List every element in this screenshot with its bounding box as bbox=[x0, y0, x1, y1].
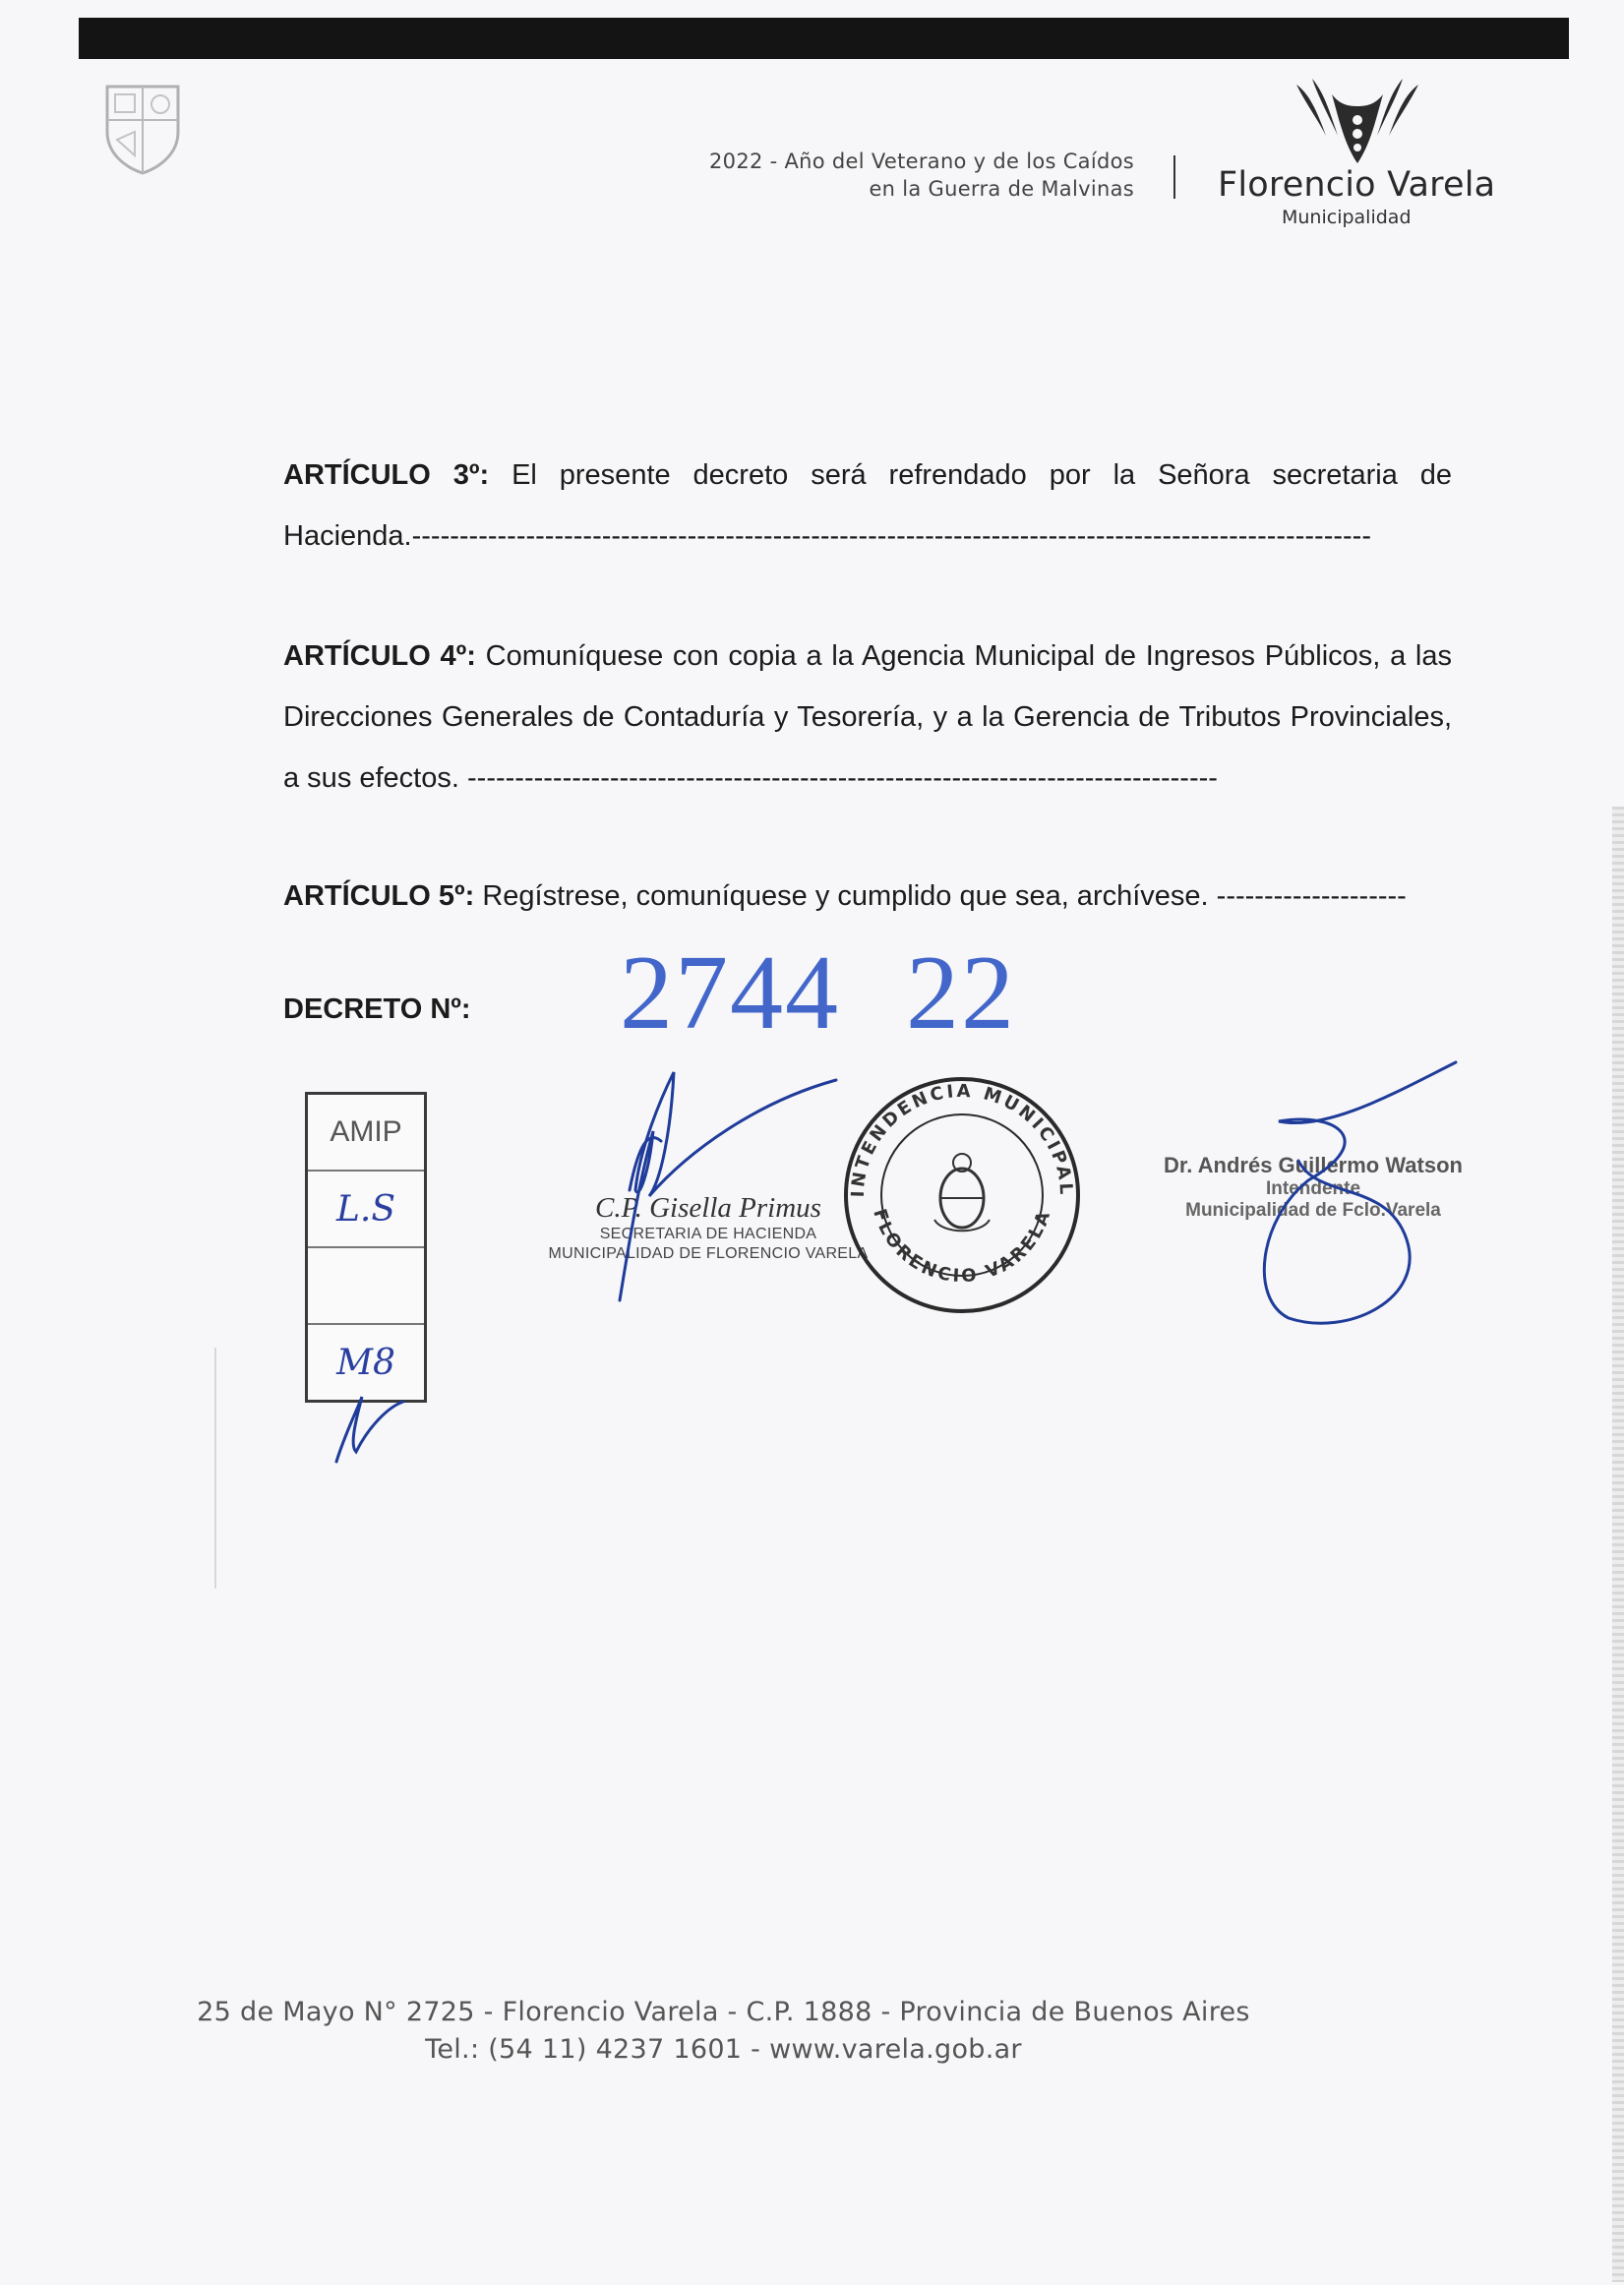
article-3-label: ARTÍCULO 3º: bbox=[283, 459, 490, 491]
year-motto bbox=[709, 148, 1134, 203]
article-5-text: Regístrese, comuníquese y cumplido que sea, archívese. bbox=[482, 880, 1209, 912]
article-5 bbox=[283, 866, 1452, 927]
amip-stamp bbox=[305, 1092, 427, 1403]
article-5-label: ARTÍCULO 5º: bbox=[283, 880, 475, 912]
mayor-org: Municipalidad de Fclo.Varela bbox=[1185, 1200, 1441, 1221]
secretary-name: C.P. Gisella Primus bbox=[595, 1192, 821, 1224]
article-4-label: ARTÍCULO 4º: bbox=[283, 640, 476, 672]
argentine-coat-of-arms-icon bbox=[934, 1154, 990, 1231]
motto-line-1: 2022 - Año del Veterano y de los Caídos bbox=[709, 150, 1134, 173]
decree-year: 22 bbox=[906, 934, 1016, 1052]
municipal-crest-icon bbox=[103, 81, 182, 177]
article-4-text: Comuníquese con copia a la Agencia Municipal de Ingresos Públicos, a las Direcciones Generales de Contaduría y Tesorería, y a la Gerencia de Tributos Provinciales, a sus efectos. bbox=[283, 640, 1453, 794]
article-5-dashes: -------------------- bbox=[1216, 880, 1407, 912]
footer-address: 25 de Mayo N° 2725 - Florencio Varela - C.P. 1888 - Provincia de Buenos Aires bbox=[197, 1997, 1250, 2027]
mayor-role: Intendente bbox=[1265, 1178, 1361, 1199]
article-3 bbox=[283, 445, 1452, 567]
decree-label: DECRETO Nº: bbox=[283, 993, 471, 1025]
secretary-role: SECRETARIA DE HACIENDA bbox=[599, 1226, 817, 1242]
decree-number-stamp bbox=[620, 932, 1016, 1054]
amip-handwritten-initials bbox=[336, 1397, 403, 1462]
florencio-varela-logo-icon bbox=[1289, 75, 1426, 169]
mayor-signature-block bbox=[1151, 1153, 1475, 1222]
amip-title: AMIP bbox=[330, 1115, 402, 1148]
amip-initials-cell bbox=[308, 1172, 424, 1248]
seal-top-text: INTENDENCIA MUNICIPAL bbox=[847, 1080, 1077, 1198]
amip-title-cell bbox=[308, 1095, 424, 1172]
official-seal bbox=[824, 1072, 1100, 1318]
amip-bottom-cell bbox=[308, 1325, 424, 1400]
footer-contact: Tel.: (54 11) 4237 1601 - www.varela.gob.ar bbox=[425, 2034, 1022, 2065]
amip-bottom: M8 bbox=[336, 1342, 395, 1383]
article-4 bbox=[283, 626, 1452, 809]
brand-name: Florencio Varela bbox=[1218, 165, 1496, 205]
svg-text:FLORENCIO VARELA bbox=[869, 1206, 1055, 1287]
amip-empty-cell bbox=[308, 1248, 424, 1325]
header-divider bbox=[1173, 155, 1175, 199]
motto-line-2: en la Guerra de Malvinas bbox=[869, 177, 1134, 201]
decree-number: 2744 bbox=[620, 934, 840, 1052]
article-4-dashes: ------------------------------------------------------------------------------- bbox=[467, 762, 1218, 794]
article-3-text: El presente decreto será refrendado por la Señora secretaria de Hacienda. bbox=[283, 459, 1453, 552]
secretary-org: MUNICIPALIDAD DE FLORENCIO VARELA bbox=[548, 1245, 869, 1262]
brand-subtitle: Municipalidad bbox=[1282, 207, 1412, 228]
secretary-handwritten-signature bbox=[620, 1072, 836, 1300]
scan-top-bar bbox=[79, 18, 1569, 59]
mayor-name: Dr. Andrés Guillermo Watson bbox=[1164, 1153, 1463, 1177]
article-3-dashes: ----------------------------------------------------------------------------------------------------- bbox=[411, 520, 1371, 552]
scan-edge-shadow bbox=[1612, 807, 1624, 2282]
scan-fold-line bbox=[214, 1348, 216, 1589]
seal-bottom-text: FLORENCIO VARELA bbox=[869, 1206, 1055, 1288]
amip-initials: L.S bbox=[335, 1188, 395, 1230]
